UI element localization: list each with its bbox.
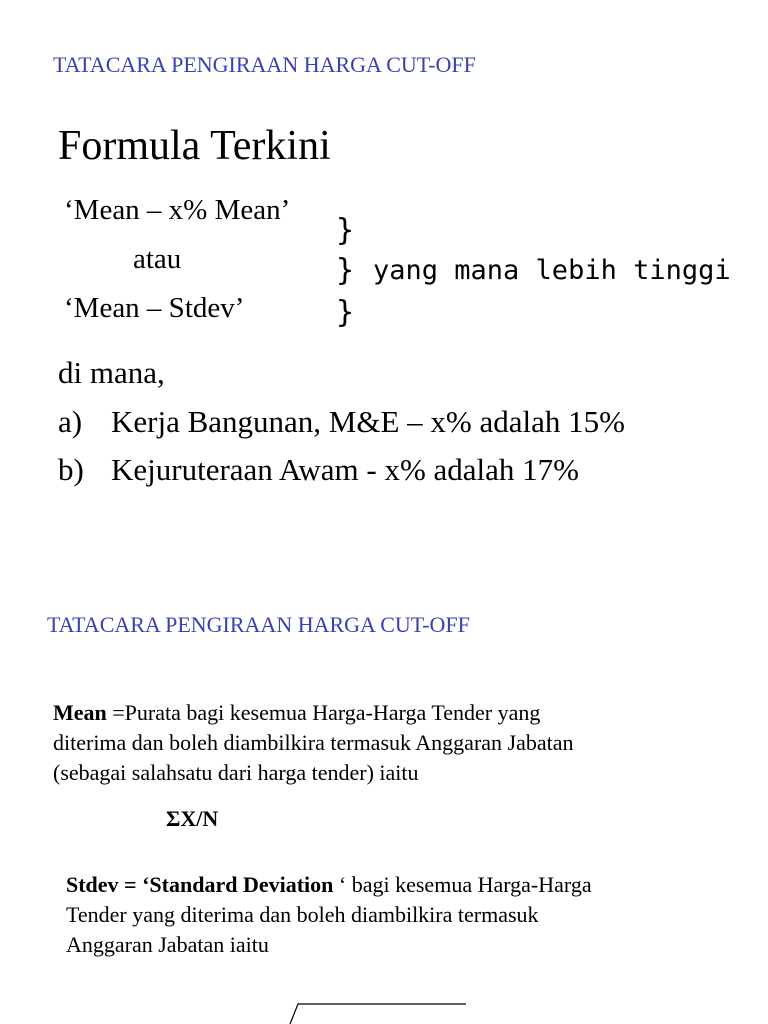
stdev-definition-line3: Anggaran Jabatan iaitu — [66, 932, 269, 957]
formula-or: atau — [133, 243, 182, 275]
formula-mean-percent: ‘Mean – x% Mean’ — [64, 194, 291, 226]
square-root-symbol — [286, 1000, 470, 1024]
mean-definition-text: =Purata bagi kesemua Harga-Harga Tender yang — [112, 700, 541, 725]
square-root-stroke — [290, 1004, 466, 1024]
formula-mean-stdev: ‘Mean – Stdev’ — [64, 292, 245, 324]
brace-middle: } — [336, 253, 355, 288]
stdev-definition-text: ‘ bagi kesemua Harga-Harga — [338, 872, 592, 897]
formula-heading: Formula Terkini — [58, 123, 331, 169]
mean-term: Mean — [53, 700, 113, 725]
mean-definition-line1 — [53, 700, 540, 726]
where-label: di mana, — [58, 355, 165, 390]
brace-bottom: } — [336, 295, 355, 330]
item-a-marker: a) — [58, 404, 83, 439]
stdev-term: Stdev = ‘Standard Deviation — [66, 872, 339, 897]
brace-note: yang mana lebih tinggi — [373, 255, 731, 286]
mean-formula: ΣX/N — [166, 806, 219, 831]
item-b-text: Kejuruteraan Awam - x% adalah 17% — [111, 452, 579, 487]
mean-definition-line3: (sebagai salahsatu dari harga tender) iaitu — [53, 760, 419, 785]
item-b-marker: b) — [58, 452, 84, 487]
slide2-title: TATACARA PENGIRAAN HARGA CUT-OFF — [47, 612, 470, 637]
slide1-title: TATACARA PENGIRAAN HARGA CUT-OFF — [53, 52, 476, 77]
stdev-definition-line1 — [66, 872, 592, 898]
mean-definition-line2: diterima dan boleh diambilkira termasuk Anggaran Jabatan — [53, 730, 574, 755]
item-a-text: Kerja Bangunan, M&E – x% adalah 15% — [111, 404, 625, 439]
stdev-definition-line2: Tender yang diterima dan boleh diambilkira termasuk — [66, 902, 539, 927]
brace-top: } — [336, 213, 355, 248]
